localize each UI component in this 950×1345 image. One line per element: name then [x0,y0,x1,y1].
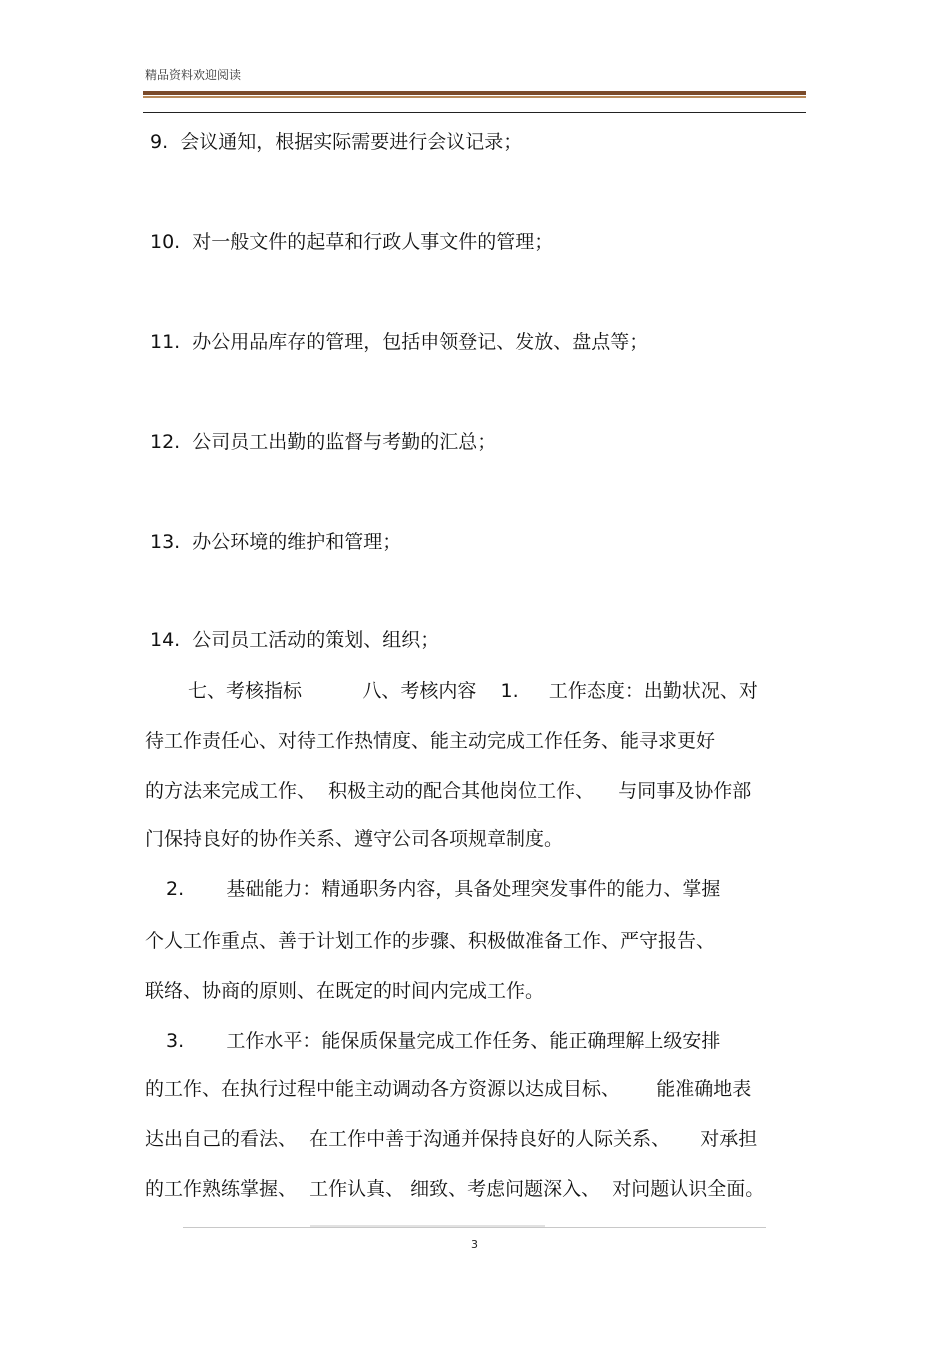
list-item: 13. 办公环境的维护和管理； [150,531,402,553]
page-number: 3 [471,1238,478,1251]
paragraph-line: 门保持良好的协作关系、遵守公司各项规章制度。 [145,828,564,850]
page-header-text: 精品资料欢迎阅读 [145,68,242,82]
paragraph-line: 达出自己的看法、 在工作中善于沟通并保持良好的人际关系、 对承担 [145,1128,758,1150]
footer-rule [183,1227,766,1228]
paragraph-line: 七、考核指标 八、考核内容 1. 工作态度：出勤状况、对 [188,680,758,702]
header-rule-thick [143,91,806,95]
paragraph-line: 的工作熟练掌握、 工作认真、 细致、考虑问题深入、 对问题认识全面。 [145,1178,765,1200]
list-item: 14. 公司员工活动的策划、组织； [150,629,440,651]
list-item: 9. 会议通知，根据实际需要进行会议记录； [150,131,523,153]
paragraph-line: 2. 基础能力：精通职务内容，具备处理突发事件的能力、掌握 [166,878,721,900]
paragraph-line: 联络、协商的原则、在既定的时间内完成工作。 [145,980,545,1002]
paragraph-line: 3. 工作水平：能保质保量完成工作任务、能正确理解上级安排 [166,1030,721,1052]
list-item: 12. 公司员工出勤的监督与考勤的汇总； [150,431,497,453]
header-rule-accent [143,96,806,98]
list-item: 11. 办公用品库存的管理，包括申领登记、发放、盘点等； [150,331,649,353]
paragraph-line: 的方法来完成工作、 积极主动的配合其他岗位工作、 与同事及协作部 [145,780,752,802]
paragraph-line: 待工作责任心、对待工作热情度、能主动完成工作任务、能寻求更好 [145,730,716,752]
paragraph-line: 个人工作重点、善于计划工作的步骤、积极做准备工作、严守报告、 [145,930,716,952]
paragraph-line: 的工作、在执行过程中能主动调动各方资源以达成目标、 能准确地表 [145,1078,752,1100]
header-rule-thin [143,112,806,113]
list-item: 10. 对一般文件的起草和行政人事文件的管理； [150,231,554,253]
